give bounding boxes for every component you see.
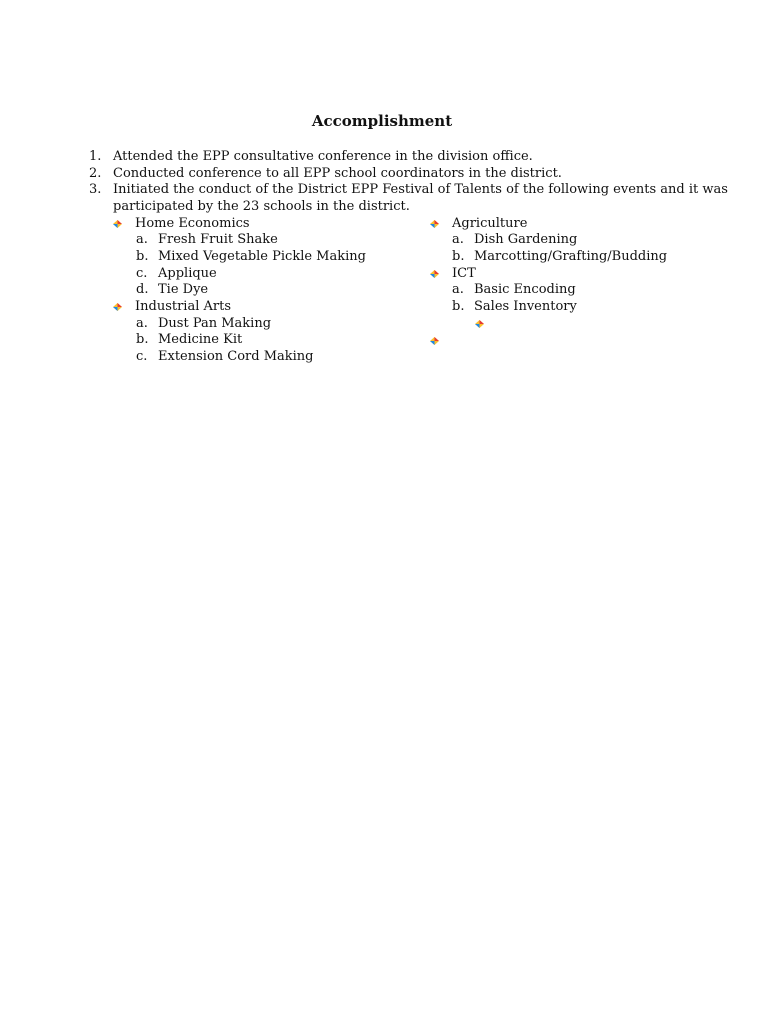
item-text-1: Attended the EPP consultative conference in the division office. <box>113 149 533 164</box>
page-title: Accomplishment <box>311 112 453 130</box>
event-dish-gardening: Dish Gardening <box>474 232 578 247</box>
diamond-bullet-icon <box>430 270 439 278</box>
category-industrial-arts: Industrial Arts <box>135 299 232 314</box>
event-fresh-fruit-shake: Fresh Fruit Shake <box>158 232 278 247</box>
event-letter: b. <box>136 249 149 264</box>
event-letter: a. <box>136 316 148 331</box>
event-letter: a. <box>136 232 148 247</box>
item-text-2: Conducted conference to all EPP school coordinators in the district. <box>113 166 562 181</box>
event-letter: c. <box>136 349 148 364</box>
event-letter: d. <box>136 282 149 297</box>
event-letter: c. <box>136 266 148 281</box>
item-text-3-line-1: Initiated the conduct of the District EPP Festival of Talents of the following events and it was <box>113 182 728 197</box>
event-letter: a. <box>452 282 464 297</box>
event-dust-pan-making: Dust Pan Making <box>158 316 272 331</box>
category-home-economics: Home Economics <box>135 216 250 231</box>
event-letter: b. <box>452 299 465 314</box>
item-number-3: 3. <box>89 182 102 197</box>
event-medicine-kit: Medicine Kit <box>158 332 243 347</box>
diamond-bullet-icon <box>113 303 122 311</box>
event-letter: b. <box>136 332 149 347</box>
diamond-bullet-icon <box>113 220 122 228</box>
event-letter: a. <box>452 232 464 247</box>
event-marcotting-grafting-budding: Marcotting/Grafting/Budding <box>474 249 668 264</box>
item-number-2: 2. <box>89 166 102 181</box>
event-tie-dye: Tie Dye <box>158 282 209 297</box>
item-text-3-line-2: participated by the 23 schools in the district. <box>113 199 410 214</box>
diamond-bullet-icon <box>430 337 439 345</box>
category-agriculture: Agriculture <box>452 216 528 231</box>
event-mixed-vegetable-pickle-making: Mixed Vegetable Pickle Making <box>158 249 366 264</box>
diamond-bullet-icon <box>430 220 439 228</box>
item-number-1: 1. <box>89 149 102 164</box>
category-ict: ICT <box>452 266 476 281</box>
event-basic-encoding: Basic Encoding <box>474 282 576 297</box>
diamond-bullet-icon <box>475 320 484 328</box>
event-applique: Applique <box>158 266 217 281</box>
event-sales-inventory: Sales Inventory <box>474 299 577 314</box>
event-extension-cord-making: Extension Cord Making <box>158 349 314 364</box>
event-letter: b. <box>452 249 465 264</box>
